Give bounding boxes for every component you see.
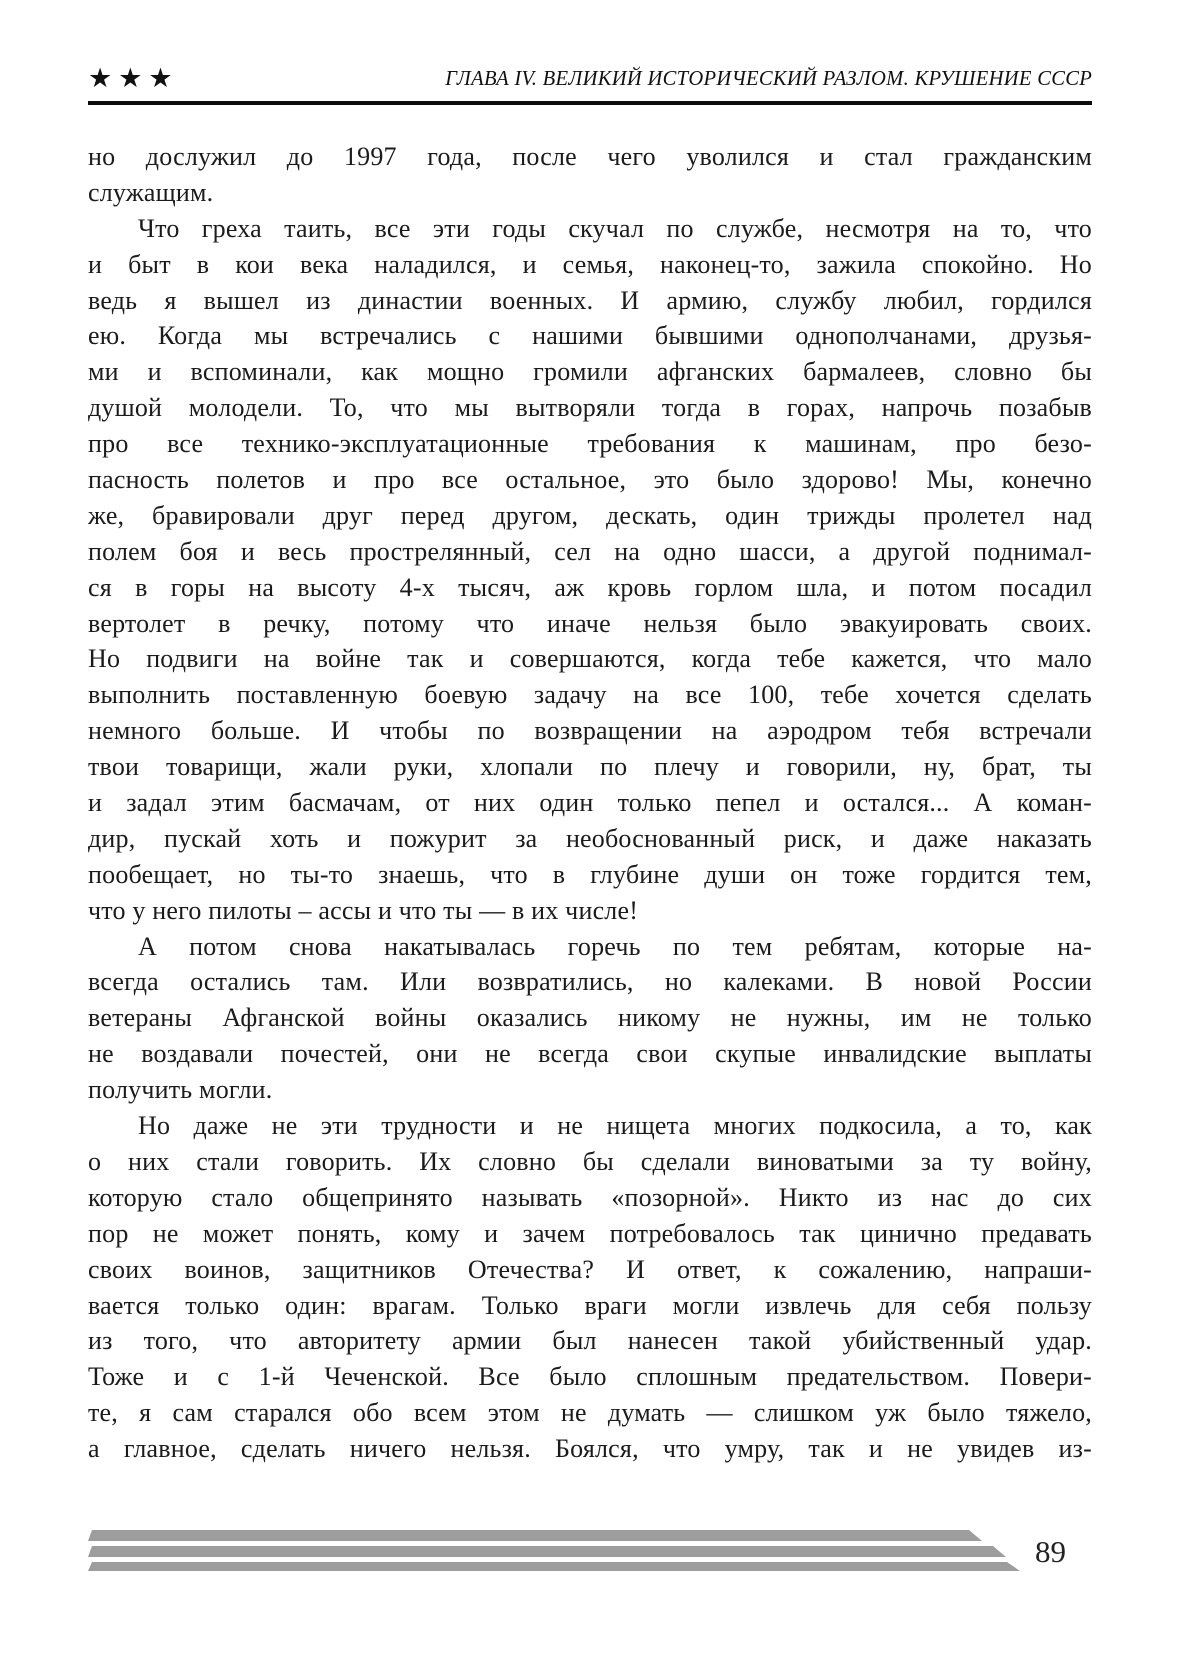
- text-line: ею. Когда мы встречались с нашими бывшими однополчанами, друзья-: [88, 321, 1092, 351]
- footer-stripe: [88, 1562, 1020, 1571]
- text-line: вертолет в речку, потому что иначе нельзя было эвакуировать своих.: [88, 608, 1092, 638]
- text-line: пор не может понять, кому и зачем потребовалось так цинично предавать: [88, 1218, 1092, 1248]
- text-line: своих воинов, защитников Отечества? И ответ, к сожалению, напраши-: [88, 1254, 1092, 1284]
- text-line: получить могли.: [88, 1075, 273, 1105]
- text-line: дир, пускай хоть и пожурит за необоснованный риск, и даже наказать: [88, 823, 1092, 853]
- text-line: душой молодели. То, что мы вытворяли тогда в горах, напрочь позабыв: [88, 393, 1092, 423]
- body-text: [88, 139, 1092, 1467]
- text-line: всегда остались там. Или возвратились, но калеками. В новой России: [88, 967, 1092, 997]
- text-line: про все технико-эксплуатационные требования к машинам, про безо-: [88, 429, 1092, 459]
- text-line: но дослужил до 1997 года, после чего уволился и стал гражданским: [88, 142, 1092, 171]
- paragraph: [88, 929, 1092, 1108]
- text-line: пообещает, но ты-то знаешь, что в глубине души он тоже гордится тем,: [88, 859, 1092, 889]
- paragraph: [88, 211, 1092, 929]
- text-line: из того, что авторитету армии был нанесен такой убийственный удар.: [88, 1326, 1092, 1356]
- text-line: служащим.: [88, 177, 214, 207]
- text-line: Что греха таить, все эти годы скучал по службе, несмотря на то, что: [138, 213, 1092, 243]
- text-line: о них стали говорить. Их словно бы сделали виноватыми за ту войну,: [88, 1146, 1092, 1176]
- page-number: 89: [1035, 1533, 1066, 1569]
- paragraph: [88, 1108, 1092, 1467]
- text-line: те, я сам старался обо всем этом не думать — слишком уж было тяжело,: [88, 1398, 1092, 1428]
- paragraph: [88, 139, 1092, 211]
- text-line: вается только один: врагам. Только враги могли извлечь для себя пользу: [88, 1290, 1092, 1320]
- text-line: выполнить поставленную боевую задачу на все 100, тебе хочется сделать: [88, 680, 1092, 710]
- footer-stripe: [88, 1530, 982, 1541]
- footer-stripes-decoration: [88, 1530, 1020, 1572]
- footer-stripe: [88, 1546, 1006, 1557]
- text-line: Но даже не эти трудности и не нищета многих подкосила, а то, как: [138, 1111, 1092, 1141]
- text-line: ветераны Афганской войны оказались никому не нужны, им не только: [88, 1003, 1092, 1033]
- chapter-title: ГЛАВА IV. ВЕЛИКИЙ ИСТОРИЧЕСКИЙ РАЗЛОМ. КРУШЕНИЕ СССР: [445, 65, 1092, 90]
- text-line: Тоже и с 1-й Чеченской. Все было сплошным предательством. Повери-: [88, 1362, 1092, 1392]
- page-header: [88, 62, 1092, 94]
- text-line: полем боя и весь прострелянный, сел на одно шасси, а другой поднимал-: [88, 536, 1092, 566]
- three-stars-icon: ★★★: [88, 62, 179, 93]
- header-divider: [88, 101, 1092, 105]
- text-line: что у него пилоты – ассы и что ты — в их числе!: [88, 895, 639, 925]
- text-line: твои товарищи, жали руки, хлопали по плечу и говорили, ну, брат, ты: [88, 752, 1092, 782]
- text-line: А потом снова накатывалась горечь по тем ребятам, которые на-: [138, 931, 1092, 961]
- text-line: немного больше. И чтобы по возвращении на аэродром тебя встречали: [88, 716, 1092, 746]
- text-line: не воздавали почестей, они не всегда свои скупые инвалидские выплаты: [88, 1039, 1092, 1069]
- text-line: Но подвиги на войне так и совершаются, когда тебе кажется, что мало: [88, 644, 1092, 674]
- text-line: пасность полетов и про все остальное, это было здорово! Мы, конечно: [88, 465, 1092, 495]
- text-line: ся в горы на высоту 4-х тысяч, аж кровь горлом шла, и потом посадил: [88, 572, 1092, 602]
- text-line: которую стало общепринято называть «позорной». Никто из нас до сих: [88, 1182, 1092, 1212]
- text-line: ведь я вышел из династии военных. И армию, службу любил, гордился: [88, 285, 1092, 315]
- text-line: же, бравировали друг перед другом, дескать, один трижды пролетел над: [88, 500, 1092, 530]
- page-footer: [88, 1530, 1092, 1572]
- text-line: и задал этим басмачам, от них один только пепел и остался... А коман-: [88, 788, 1092, 818]
- text-line: ми и вспоминали, как мощно громили афганских бармалеев, словно бы: [88, 357, 1092, 387]
- text-line: а главное, сделать ничего нельзя. Боялся, что умру, так и не увидев из-: [88, 1434, 1092, 1464]
- text-line: и быт в кои века наладился, и семья, наконец-то, зажила спокойно. Но: [88, 249, 1092, 279]
